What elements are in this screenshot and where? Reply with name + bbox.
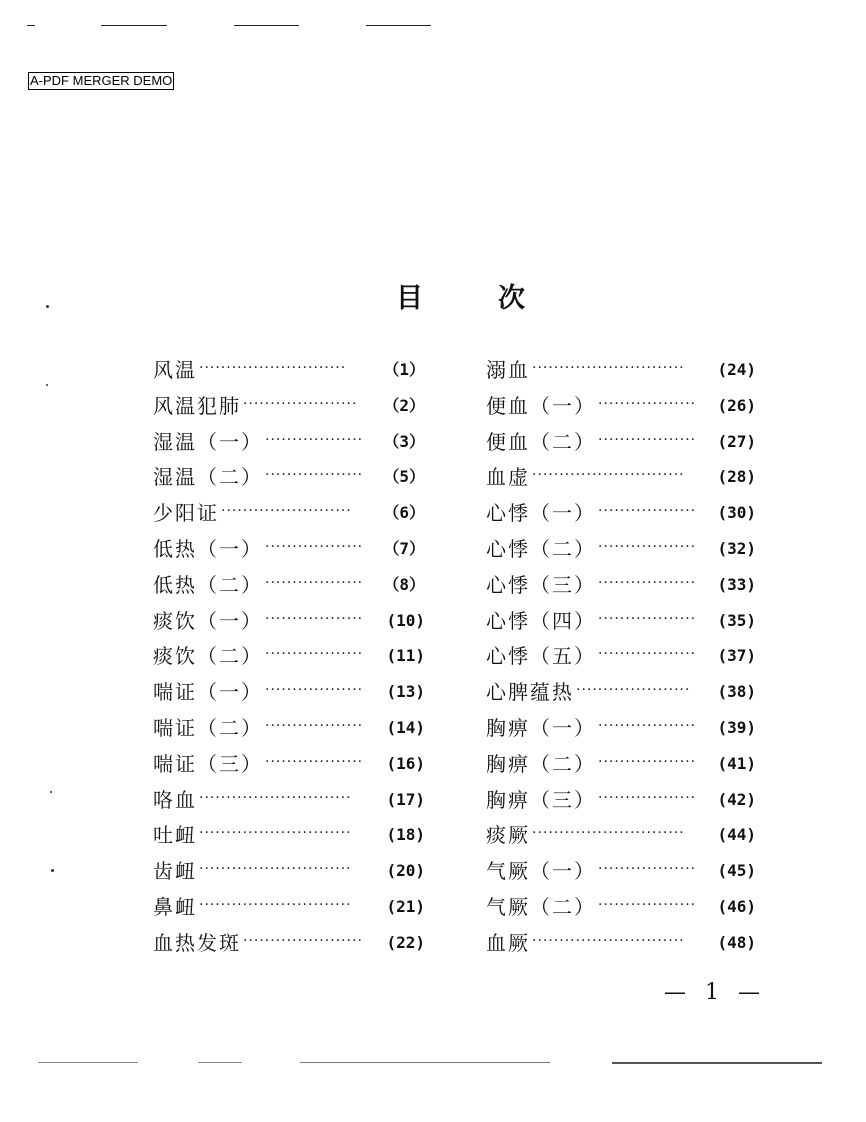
toc-entry-title: 心悸（一） xyxy=(486,501,596,526)
toc-leader-dots: ···························· xyxy=(199,789,352,806)
toc-entry xyxy=(153,930,425,956)
toc-leader-dots: ·················· xyxy=(265,718,364,734)
toc-entry-title: 痰饮（二） xyxy=(153,644,263,669)
toc-entry-title: 便血（二） xyxy=(486,429,596,454)
toc-leader-dots: ···························· xyxy=(532,467,685,484)
toc-entry xyxy=(486,679,756,705)
toc-entry-page: (13) xyxy=(386,682,425,702)
toc-entry xyxy=(153,536,425,562)
toc-entry-title: 喘证（三） xyxy=(153,751,263,776)
toc-entry-title: 血虚 xyxy=(486,465,530,490)
toc-entry xyxy=(486,643,756,669)
toc-entry-title: 喘证（二） xyxy=(153,716,263,740)
toc-entry-title: 胸痹（三） xyxy=(486,787,596,812)
toc-entry-page: （1） xyxy=(383,360,425,379)
toc-entry xyxy=(153,500,425,526)
scan-line xyxy=(38,1062,138,1063)
toc-entry-title: 喘证（一） xyxy=(153,680,263,705)
toc-entry xyxy=(486,429,756,455)
toc-leader-dots: ···························· xyxy=(199,861,352,878)
toc-leader-dots: ·················· xyxy=(598,753,697,770)
toc-leader-dots: ·················· xyxy=(265,467,364,484)
toc-leader-dots: ·················· xyxy=(265,431,364,448)
scan-line xyxy=(198,1062,242,1063)
toc-leader-dots: ······················ xyxy=(243,932,363,949)
toc-entry xyxy=(486,894,756,920)
scan-speck xyxy=(50,791,52,793)
toc-entry-title: 鼻衄 xyxy=(153,895,197,919)
toc-entry-page: （6） xyxy=(383,503,425,523)
toc-entry-page: (45) xyxy=(717,861,756,881)
toc-entry-page: (11) xyxy=(386,646,425,666)
toc-leader-dots: ·················· xyxy=(265,753,364,770)
toc-entry-title: 心悸（五） xyxy=(486,644,596,669)
toc-leader-dots: ·················· xyxy=(598,503,697,520)
toc-entry xyxy=(153,858,425,884)
toc-entry xyxy=(153,572,425,598)
scan-line xyxy=(612,1062,822,1064)
toc-leader-dots: ·················· xyxy=(598,610,697,627)
toc-entry xyxy=(153,608,425,634)
toc-leader-dots: ·················· xyxy=(598,539,697,555)
toc-leader-dots: ························ xyxy=(221,503,352,520)
toc-entry-page: （3） xyxy=(383,431,425,451)
toc-entry xyxy=(486,930,756,956)
toc-entry-title: 便血（一） xyxy=(486,393,596,418)
toc-entry-title: 痰饮（一） xyxy=(153,608,263,633)
toc-leader-dots: ···························· xyxy=(532,360,685,376)
toc-entry xyxy=(486,715,756,741)
toc-leader-dots: ···························· xyxy=(532,932,685,949)
toc-entry xyxy=(486,357,756,383)
toc-entry-page: (28) xyxy=(717,467,756,487)
toc-entry-title: 血热发斑 xyxy=(153,930,241,955)
toc-entry xyxy=(153,429,425,455)
toc-entry-page: (37) xyxy=(717,646,756,666)
page-title: 目 xyxy=(396,283,423,314)
toc-entry-title: 心悸（三） xyxy=(486,572,596,597)
toc-leader-dots: ··························· xyxy=(199,360,347,376)
toc-entry-page: (18) xyxy=(386,825,425,845)
toc-entry-page: （5） xyxy=(383,467,425,487)
toc-entry-page: (39) xyxy=(717,718,756,737)
toc-leader-dots: ····················· xyxy=(243,395,358,412)
toc-leader-dots: ·················· xyxy=(598,395,697,412)
toc-entry-page: (26) xyxy=(717,395,756,415)
toc-leader-dots: ·················· xyxy=(265,539,364,555)
toc-entry-title: 低热（一） xyxy=(153,537,263,561)
toc-entry-title: 气厥（二） xyxy=(486,895,596,919)
toc-entry-title: 风温犯肺 xyxy=(153,393,241,418)
toc-entry-title: 湿温（一） xyxy=(153,429,263,454)
toc-entry-title: 心悸（四） xyxy=(486,608,596,633)
toc-entry-page: (16) xyxy=(386,753,425,773)
toc-entry-page: (44) xyxy=(717,825,756,845)
toc-entry xyxy=(486,608,756,634)
toc-entry-page: (46) xyxy=(717,897,756,916)
toc-entry-title: 痰厥 xyxy=(486,823,530,848)
toc-entry xyxy=(153,643,425,669)
toc-entry-title: 吐衄 xyxy=(153,823,197,848)
header-rule xyxy=(27,25,35,26)
toc-entry-page: (35) xyxy=(717,610,756,630)
toc-entry-title: 少阳证 xyxy=(153,501,219,526)
toc-entry-page: (41) xyxy=(717,753,756,773)
page-number: — 1 — xyxy=(664,980,766,1005)
toc-leader-dots: ·················· xyxy=(598,897,697,913)
toc-entry xyxy=(486,500,756,526)
toc-entry-title: 胸痹（一） xyxy=(486,716,596,740)
watermark-label: A-PDF MERGER DEMO xyxy=(30,73,173,88)
toc-entry-page: (14) xyxy=(386,718,425,737)
header-rule xyxy=(366,25,431,26)
toc-entry-title: 气厥（一） xyxy=(486,859,596,884)
toc-leader-dots: ·················· xyxy=(265,682,364,699)
toc-entry-title: 心脾蕴热 xyxy=(486,680,574,705)
toc-entry-page: (22) xyxy=(386,932,425,952)
toc-leader-dots: ···························· xyxy=(199,897,352,913)
toc-entry xyxy=(153,357,425,383)
scan-line xyxy=(300,1062,550,1063)
toc-entry-title: 心悸（二） xyxy=(486,537,596,561)
header-rule xyxy=(234,25,299,26)
toc-entry xyxy=(153,715,425,741)
page-title: 次 xyxy=(498,283,525,314)
toc-entry-page: (10) xyxy=(386,610,425,630)
toc-entry xyxy=(153,894,425,920)
toc-entry xyxy=(486,751,756,777)
toc-entry xyxy=(486,787,756,813)
toc-leader-dots: ···························· xyxy=(532,825,685,842)
toc-entry xyxy=(153,822,425,848)
toc-leader-dots: ·················· xyxy=(598,789,697,806)
toc-entry-title: 低热（二） xyxy=(153,572,263,597)
toc-entry-page: （8） xyxy=(383,574,425,594)
toc-leader-dots: ·················· xyxy=(265,646,364,663)
toc-entry-title: 湿温（二） xyxy=(153,465,263,490)
toc-entry xyxy=(153,751,425,777)
toc-entry-title: 齿衄 xyxy=(153,859,197,884)
toc-entry-page: （2） xyxy=(383,395,425,415)
toc-entry xyxy=(486,822,756,848)
header-rule xyxy=(101,25,167,26)
toc-leader-dots: ····················· xyxy=(576,682,691,699)
toc-entry-title: 胸痹（二） xyxy=(486,751,596,776)
toc-entry-page: （7） xyxy=(383,539,425,558)
toc-entry-page: (20) xyxy=(386,861,425,881)
toc-entry-page: (17) xyxy=(386,789,425,809)
toc-entry-title: 溺血 xyxy=(486,358,530,382)
toc-entry-page: (48) xyxy=(717,932,756,952)
toc-entry-page: (38) xyxy=(717,682,756,702)
toc-entry xyxy=(153,679,425,705)
toc-leader-dots: ·················· xyxy=(598,718,697,734)
toc-leader-dots: ·················· xyxy=(265,574,364,591)
toc-entry xyxy=(486,393,756,419)
toc-entry-page: (21) xyxy=(386,897,425,916)
toc-entry-title: 风温 xyxy=(153,358,197,382)
toc-entry-page: (33) xyxy=(717,574,756,594)
toc-entry xyxy=(486,858,756,884)
toc-entry-page: (24) xyxy=(717,360,756,379)
toc-leader-dots: ·················· xyxy=(598,861,697,878)
toc-entry xyxy=(153,787,425,813)
toc-leader-dots: ·················· xyxy=(598,431,697,448)
toc-entry-title: 咯血 xyxy=(153,787,197,812)
toc-entry xyxy=(486,464,756,490)
toc-leader-dots: ·················· xyxy=(265,610,364,627)
toc-leader-dots: ···························· xyxy=(199,825,352,842)
scan-speck xyxy=(46,305,49,308)
toc-entry-page: (27) xyxy=(717,431,756,451)
toc-entry xyxy=(486,572,756,598)
toc-leader-dots: ·················· xyxy=(598,574,697,591)
toc-entry-page: (30) xyxy=(717,503,756,523)
scan-speck xyxy=(51,869,54,872)
toc-entry-page: (42) xyxy=(717,789,756,809)
toc-entry xyxy=(153,464,425,490)
scan-speck xyxy=(46,384,48,386)
toc-entry xyxy=(486,536,756,562)
toc-entry-page: (32) xyxy=(717,539,756,558)
toc-leader-dots: ·················· xyxy=(598,646,697,663)
toc-entry xyxy=(153,393,425,419)
toc-entry-title: 血厥 xyxy=(486,930,530,955)
